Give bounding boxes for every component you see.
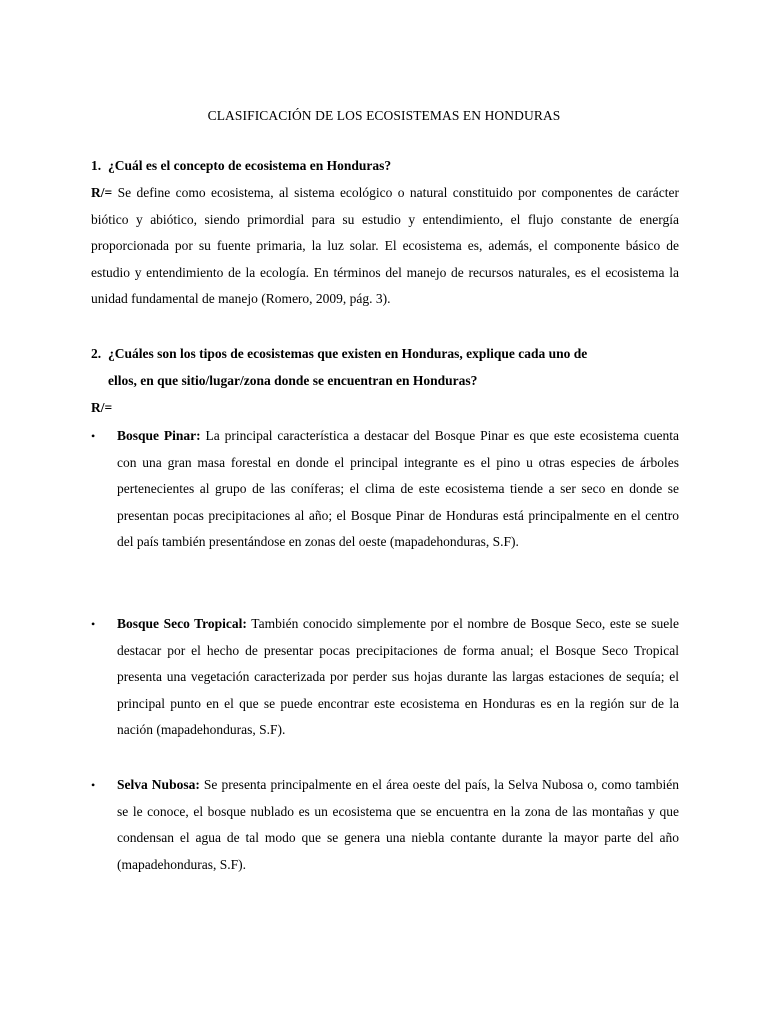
answer-2-label-row [91, 395, 679, 422]
question-1 [91, 153, 679, 180]
answer-1-text: Se define como ecosistema, al sistema ecológico o natural constituido por componentes de carácter biótico y abiótico, siendo primordial para su estudio y entendimiento, el flujo constante de energía proporcionada por su fuente primaria, la luz solar. El ecosistema es, además, el componente básico de estudio y entendimiento de la ecología. En términos del manejo de recursos naturales, es el ecosistema la unidad fundamental de manejo (Romero, 2009, pág. 3). [91, 185, 679, 307]
list-item-term: Selva Nubosa: [117, 777, 200, 792]
question-2 [91, 341, 679, 394]
bullet-icon: • [91, 429, 96, 443]
question-1-text: ¿Cuál es el concepto de ecosistema en Honduras? [108, 158, 392, 173]
list-item-bosque-seco-tropical [91, 611, 679, 744]
list-item-text: Se presenta principalmente en el área oeste del país, la Selva Nubosa o, como también se le conoce, el bosque nublado es un ecosistema que se encuentra en la zona de las montañas y que condensan el agua de tal modo que se genera una niebla contante durante la mayor parte del año (mapadehonduras, S.F). [117, 777, 680, 872]
answer-2-label: R/= [91, 400, 113, 415]
list-item-bosque-pinar [91, 423, 679, 556]
question-2-number: 2. [91, 346, 102, 361]
question-1-number: 1. [91, 158, 102, 173]
question-2-text-line2: ellos, en que sitio/lugar/zona donde se encuentran en Honduras? [108, 372, 478, 388]
answer-1-label: R/= [91, 185, 113, 200]
list-item-term: Bosque Pinar: [117, 428, 201, 443]
document-title: CLASIFICACIÓN DE LOS ECOSISTEMAS EN HONDURAS [207, 108, 561, 123]
answer-1 [91, 180, 679, 313]
list-item-term: Bosque Seco Tropical: [117, 616, 247, 631]
list-item-text: La principal característica a destacar del Bosque Pinar es que este ecosistema cuenta con una gran masa forestal en donde el principal integrante es el pino u otras especies de árboles pertenecientes al grupo de las coníferas; el clima de este ecosistema tiende a ser seco en donde se presentan pocas precipitaciones al año; el Bosque Pinar de Honduras está principalmente en el centro del país también presentándose en zonas del oeste (mapadehonduras, S.F). [117, 428, 680, 549]
bullet-icon: • [91, 778, 96, 792]
list-item-text: También conocido simplemente por el nombre de Bosque Seco, este se suele destacar por el hecho de presentar pocas precipitaciones de forma anual; el Bosque Seco Tropical presenta una vegetación caracterizada por perder sus hojas durante las largas estaciones de sequía; el principal punto en el que se puede encontrar este ecosistema en Honduras es en la región sur de la nación (mapadehonduras, S.F). [117, 616, 679, 737]
bullet-icon: • [91, 617, 96, 631]
question-2-text-line1: ¿Cuáles son los tipos de ecosistemas que existen en Honduras, explique cada uno de [108, 346, 588, 361]
list-item-selva-nubosa [91, 772, 679, 878]
